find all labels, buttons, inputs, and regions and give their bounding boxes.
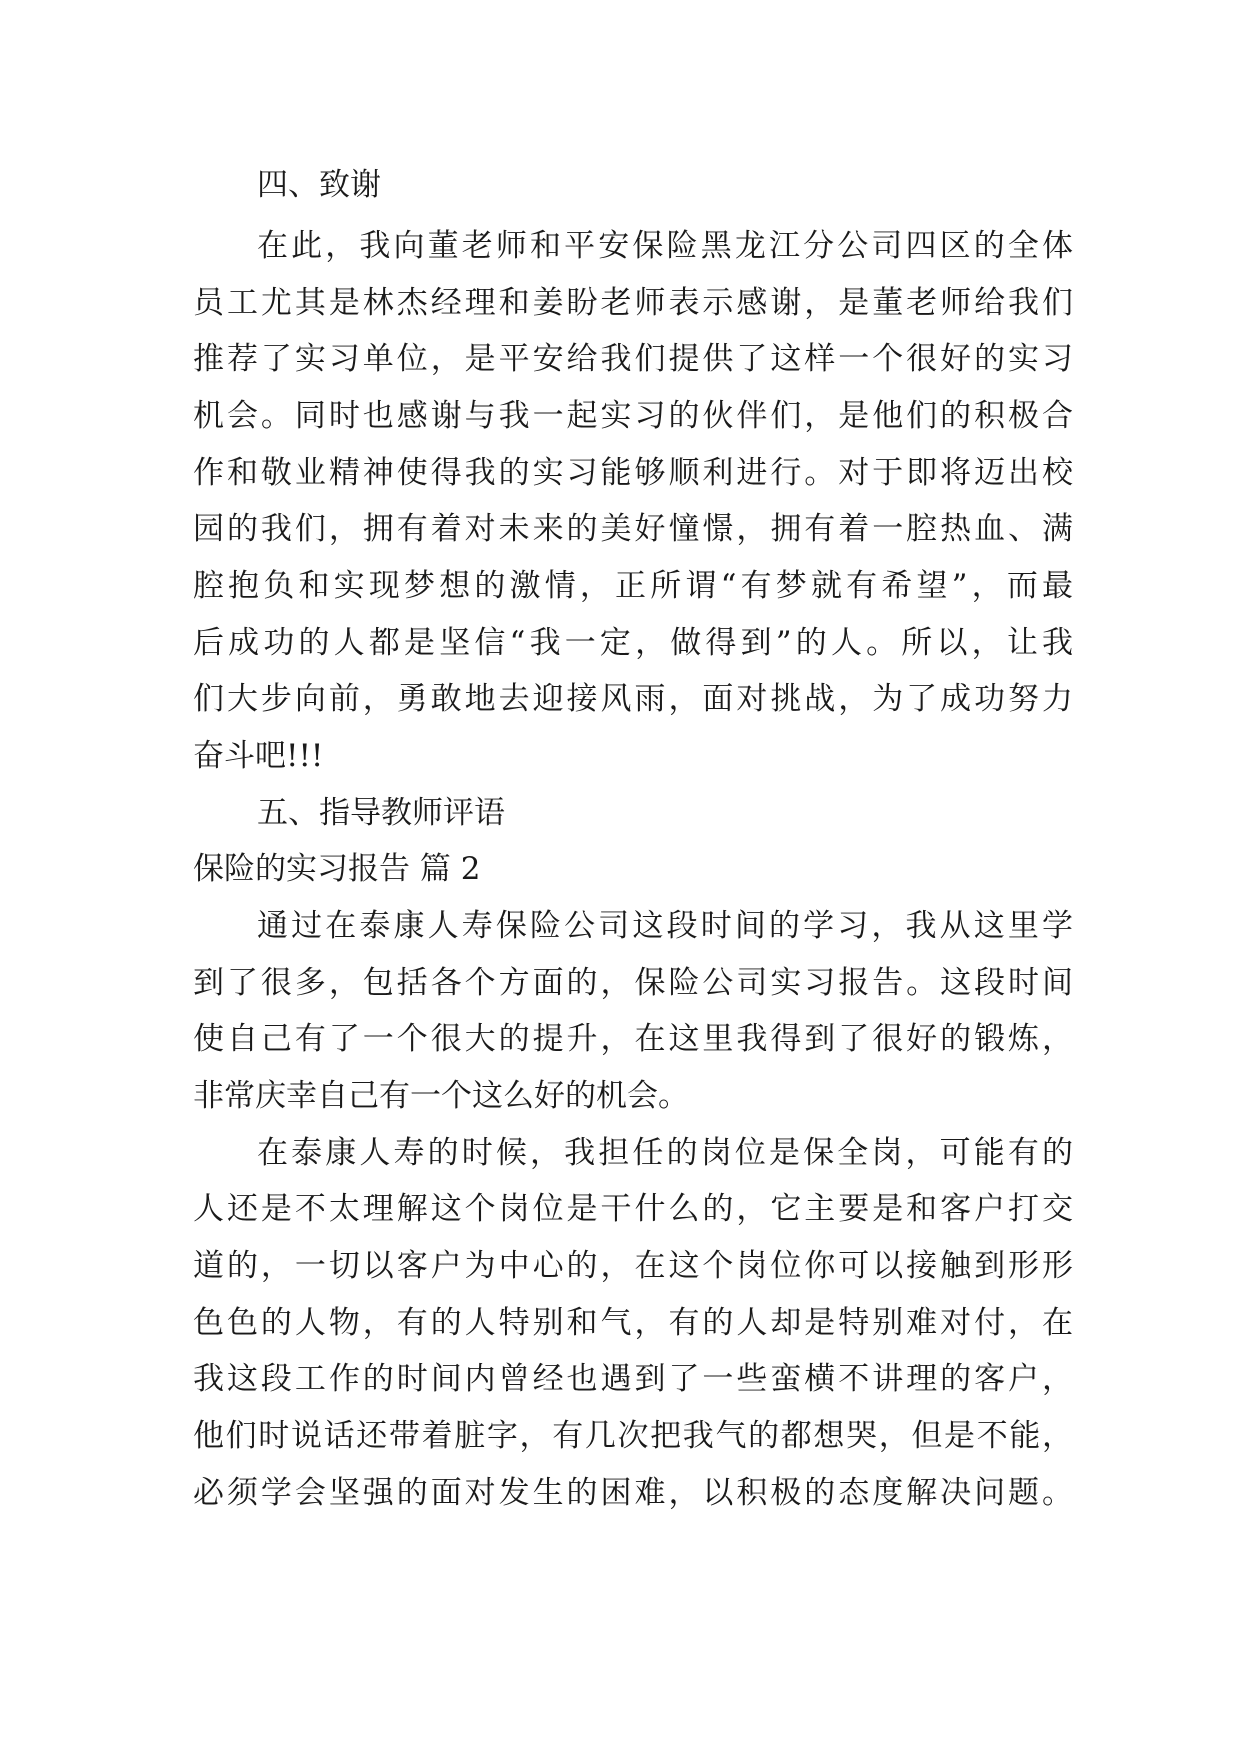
paragraph1-line: 到了很多，包括各个方面的，保险公司实习报告。这段时间 [193, 965, 1073, 1001]
section4-line: 奋斗吧!!! [193, 738, 324, 774]
paragraph2-line: 色色的人物，有的人特别和气，有的人却是特别难对付，在 [193, 1305, 1073, 1341]
article2-title: 保险的实习报告 篇 2 [193, 851, 481, 887]
section4-line: 后成功的人都是坚信“我一定，做得到”的人。所以，让我 [193, 625, 1073, 661]
paragraph2-line: 人还是不太理解这个岗位是干什么的，它主要是和客户打交 [193, 1191, 1073, 1227]
section4-line: 推荐了实习单位，是平安给我们提供了这样一个很好的实习 [193, 341, 1073, 377]
section4-heading: 四、致谢 [257, 167, 381, 203]
section5-heading: 五、指导教师评语 [257, 795, 505, 831]
paragraph2-line: 必须学会坚强的面对发生的困难，以积极的态度解决问题。 [193, 1475, 1073, 1511]
paragraph2-line: 我这段工作的时间内曾经也遇到了一些蛮横不讲理的客户， [193, 1361, 1073, 1397]
paragraph2-line: 他们时说话还带着脏字，有几次把我气的都想哭，但是不能， [193, 1418, 1073, 1454]
paragraph2-line: 道的，一切以客户为中心的，在这个岗位你可以接触到形形 [193, 1248, 1073, 1284]
section4-line: 腔抱负和实现梦想的激情，正所谓“有梦就有希望”，而最 [193, 568, 1073, 604]
section4-line: 园的我们，拥有着对未来的美好憧憬，拥有着一腔热血、满 [193, 511, 1073, 547]
section4-line: 机会。同时也感谢与我一起实习的伙伴们，是他们的积极合 [193, 398, 1073, 434]
paragraph1-line: 使自己有了一个很大的提升，在这里我得到了很好的锻炼， [193, 1021, 1073, 1057]
section4-line: 在此，我向董老师和平安保险黑龙江分公司四区的全体 [257, 228, 1073, 264]
paragraph1-line: 非常庆幸自己有一个这么好的机会。 [193, 1078, 689, 1114]
paragraph1-line: 通过在泰康人寿保险公司这段时间的学习，我从这里学 [257, 908, 1073, 944]
section4-line: 作和敬业精神使得我的实习能够顺利进行。对于即将迈出校 [193, 455, 1073, 491]
section4-line: 们大步向前，勇敢地去迎接风雨，面对挑战，为了成功努力 [193, 681, 1073, 717]
paragraph2-line: 在泰康人寿的时候，我担任的岗位是保全岗，可能有的 [257, 1135, 1073, 1171]
section4-line: 员工尤其是林杰经理和姜盼老师表示感谢，是董老师给我们 [193, 285, 1073, 321]
